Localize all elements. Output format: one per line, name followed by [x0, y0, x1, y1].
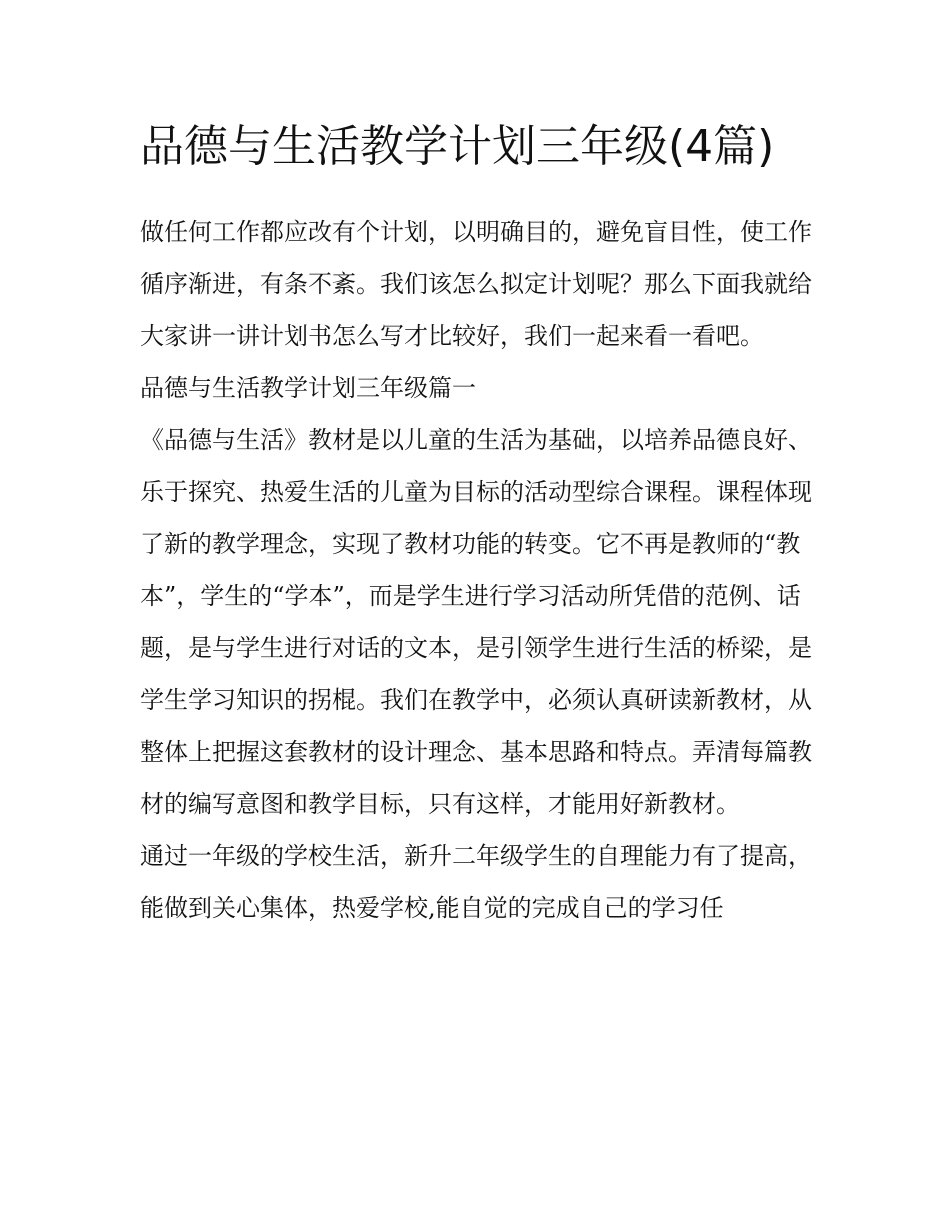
document-title: 品德与生活教学计划三年级(4篇) — [140, 121, 775, 172]
document-page — [140, 110, 812, 934]
body-paragraph: 通过一年级的学校生活，新升二年级学生的自理能力有了提高，能做到关心集体，热爱学校,能自觉的完成自己的学习任 — [140, 842, 812, 922]
intro-paragraph: 做任何工作都应改有个计划，以明确目的，避免盲目性，使工作循序渐进，有条不紊。我们该怎么拟定计划呢？那么下面我就给大家讲一讲计划书怎么写才比较好，我们一起来看一看吧。 — [140, 218, 812, 350]
section-heading: 品德与生活教学计划三年级篇一 — [140, 374, 476, 402]
body-paragraph: 《品德与生活》教材是以儿童的生活为基础，以培养品德良好、乐于探究、热爱生活的儿童为目标的活动型综合课程。课程体现了新的教学理念，实现了教材功能的转变。它不再是教师的“教本”，学生的“学本”，而是学生进行学习活动所凭借的范例、话题，是与学生进行对话的文本，是引领学生进行生活的桥梁，是学生学习知识的拐棍。我们在教学中，必须认真研读新教材，从整体上把握这套教材的设计理念、基本思路和特点。弄清每篇教材的编写意图和教学目标，只有这样，才能用好新教材。 — [140, 426, 812, 818]
